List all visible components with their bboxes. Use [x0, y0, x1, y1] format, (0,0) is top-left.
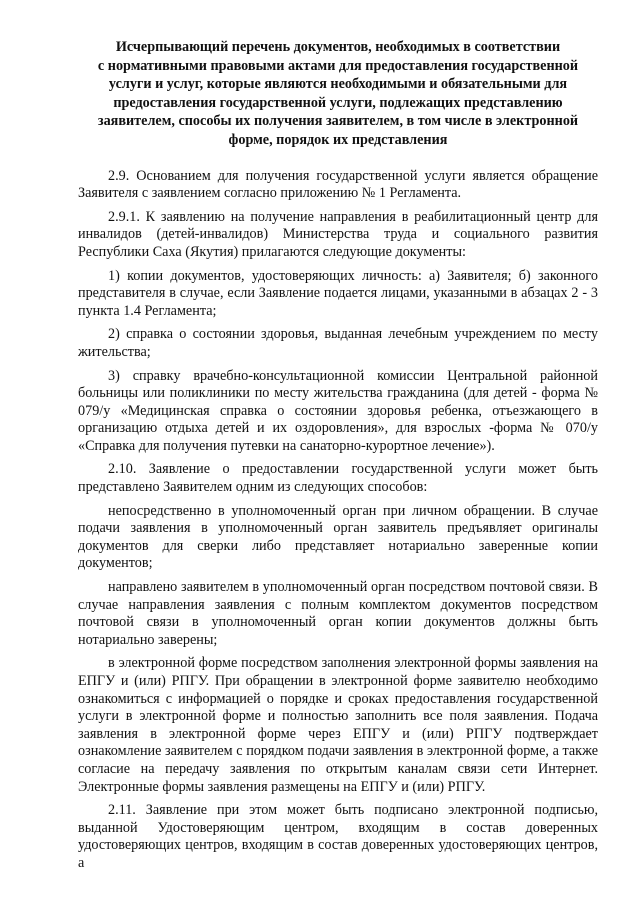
heading-line: услуги и услуг, которые являются необходимыми и обязательными для [108, 76, 568, 93]
list-item-3: 3) справку врачебно-консультационной комиссии Центральной районной больницы или поликлиники по месту жительства гражданина (для детей - форма № 079/у «Медицинская справка о состоянии здоровья ребенка, отъезжающего в организацию отдыха детей и их оздоровления», для взрослых -форма № 070/у «Справка для получения путевки на санаторно-курортное лечение»). [78, 367, 598, 454]
document-body [78, 168, 598, 873]
method-electronic: в электронной форме посредством заполнения электронной формы заявления на ЕПГУ и (или) РПГУ. При обращении в электронной форме заявителю необходимо ознакомиться с информацией о порядке и сроках предоставления государственной услуги в электронной форме и полностью заполнить все поля заявления. Подача заявления в электронной форме через ЕПГУ и (или) РПГУ подтверждает ознакомление заявителем с порядком подачи заявления в электронной форме, а также согласие на передачу заявления по открытым каналам связи сети Интернет. Электронные формы заявления размещены на ЕПГУ и (или) РПГУ. [78, 655, 598, 795]
heading-line: Исчерпывающий перечень документов, необходимых в соответствии [115, 39, 561, 55]
heading-line: с нормативными правовыми актами для предоставления государственной [97, 57, 579, 74]
list-item-2: 2) справка о состоянии здоровья, выданная лечебным учреждением по месту жительства; [78, 326, 598, 360]
heading-line: форме, порядок их представления [228, 131, 448, 148]
paragraph-2-11: 2.11. Заявление при этом может быть подписано электронной подписью, выданной Удостоверяющим центром, входящим в состав доверенных удостоверяющих центров, входящим в состав доверенных удостоверяющих центров, а [78, 802, 598, 871]
paragraph-2-10: 2.10. Заявление о предоставлении государственной услуги может быть представлено Заявителем одним из следующих способов: [78, 461, 598, 496]
paragraph-2-9-1: 2.9.1. К заявлению на получение направления в реабилитационный центр для инвалидов (детей-инвалидов) Министерства труда и социального развития Республики Саха (Якутия) прилагаются следующие документы: [78, 208, 598, 260]
list-item-1: 1) копии документов, удостоверяющих личность: а) Заявителя; б) законного представителя в случае, если Заявление подается лицами, указанными в абзацах 2 - 3 пункта 1.4 Регламента; [78, 267, 598, 319]
method-postal: направлено заявителем в уполномоченный орган посредством почтовой связи. В случае направления заявления с полным комплектом документов посредством почтовой связи в уполномоченный орган копии документов должны быть нотариально заверены; [78, 579, 598, 648]
paragraph-2-9: 2.9. Основанием для получения государственной услуги является обращение Заявителя с заявлением согласно приложению № 1 Регламента. [78, 167, 598, 202]
heading-line: заявителем, способы их получения заявителем, в том числе в электронной [97, 113, 579, 130]
heading-line: предоставления государственной услуги, подлежащих представлению [113, 94, 563, 111]
method-in-person: непосредственно в уполномоченный орган при личном обращении. В случае подачи заявления в уполномоченный орган заявитель предъявляет оригиналы документов для сверки либо представляет нотариально заверенные копии документов; [78, 502, 598, 572]
section-heading [78, 38, 598, 150]
